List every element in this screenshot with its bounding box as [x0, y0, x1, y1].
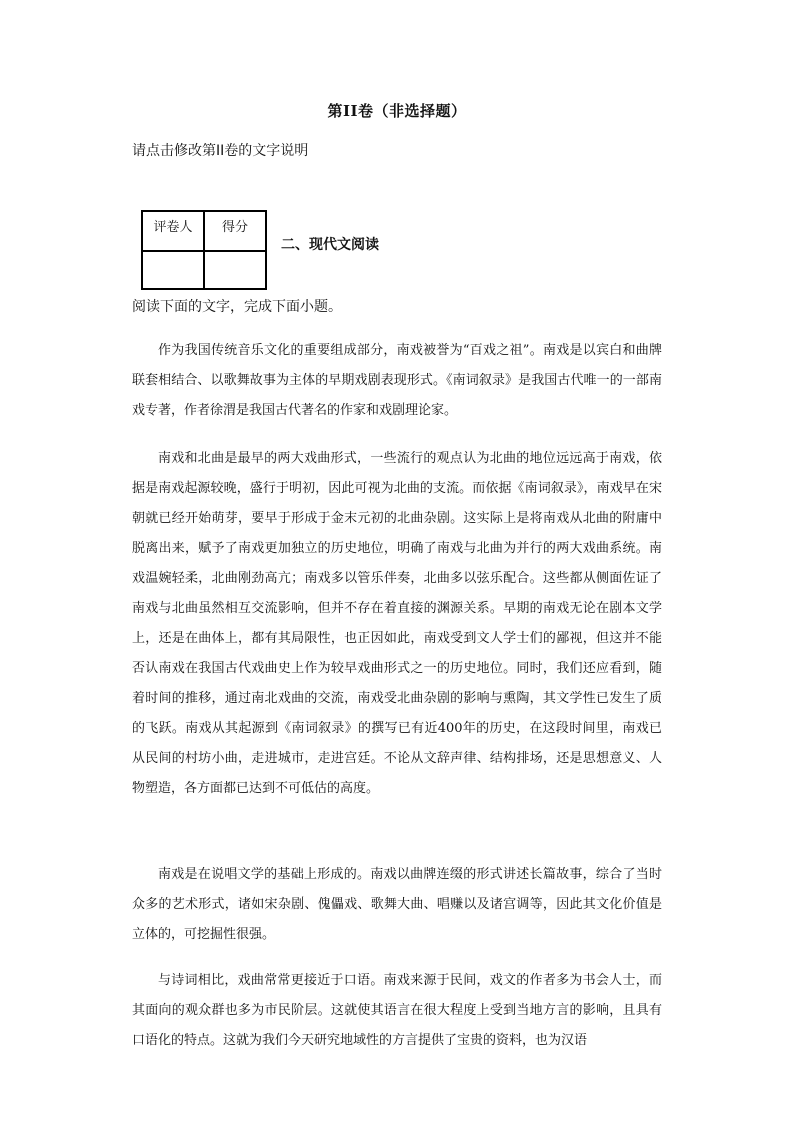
section-note: 请点击修改第II卷的文字说明 [132, 143, 309, 159]
passage-paragraph: 与诗词相比，戏曲常常更接近于口语。南戏来源于民间，戏文的作者多为书会人士，而其面向的观众群也多为市民阶层。这就使其语言在很大程度上受到当地方言的影响，且具有口语化的特点。这就为我们今天研究地域性的方言提供了宝贵的资料，也为汉语 [132, 973, 662, 1048]
score-table [141, 210, 267, 290]
score-table-blank-row [142, 251, 266, 289]
passage-paragraph: 作为我国传统音乐文化的重要组成部分，南戏被誉为“百戏之祖”。南戏是以宾白和曲牌联套相结合、以歌舞故事为主体的早期戏剧表现形式。《南词叙录》是我国古代唯一的一部南戏专著，作者徐渭是我国古代著名的作家和戏剧理论家。 [132, 343, 662, 418]
score-table-header-row [142, 211, 266, 251]
score-blank-cell [204, 251, 266, 289]
reading-instruction: 阅读下面的文字，完成下面小题。 [132, 299, 342, 315]
grader-header-cell: 评卷人 [142, 211, 204, 251]
passage-paragraph: 南戏和北曲是最早的两大戏曲形式，一些流行的观点认为北曲的地位远远高于南戏，依据是南戏起源较晚，盛行于明初，因此可视为北曲的支流。而依据《南词叙录》，南戏早在宋朝就已经开始萌芽，要早于形成于金末元初的北曲杂剧。这实际上是将南戏从北曲的附庸中脱离出来，赋予了南戏更加独立的历史地位，明确了南戏与北曲为并行的两大戏曲系统。南戏温婉轻柔，北曲刚劲高亢；南戏多以管乐伴奏，北曲多以弦乐配合。这些都从侧面佐证了南戏与北曲虽然相互交流影响，但并不存在着直接的渊源关系。早期的南戏无论在剧本文学上，还是在曲体上，都有其局限性，也正因如此，南戏受到文人学士们的鄙视，但这并不能否认南戏在我国古代戏曲史上作为较早戏曲形式之一的历史地位。同时，我们还应看到，随着时间的推移，通过南北戏曲的交流，南戏受北曲杂剧的影响与熏陶，其文学性已发生了质的飞跃。南戏从其起源到《南词叙录》的撰写已有近400年的历史，在这段时间里，南戏已从民间的村坊小曲，走进城市，走进宫廷。不论从文辞声律、结构排场，还是思想意义、人物塑造，各方面都已达到不可低估的高度。 [132, 451, 662, 796]
page-title: 第II卷（非选择题） [327, 102, 467, 120]
grader-blank-cell [142, 251, 204, 289]
score-header-cell: 得分 [204, 211, 266, 251]
passage-paragraph: 南戏是在说唱文学的基础上形成的。南戏以曲牌连缀的形式讲述长篇故事，综合了当时众多的艺术形式，诸如宋杂剧、傀儡戏、歌舞大曲、唱赚以及诸宫调等，因此其文化价值是立体的，可挖掘性很强。 [132, 867, 662, 942]
section-heading: 二、现代文阅读 [281, 237, 379, 253]
